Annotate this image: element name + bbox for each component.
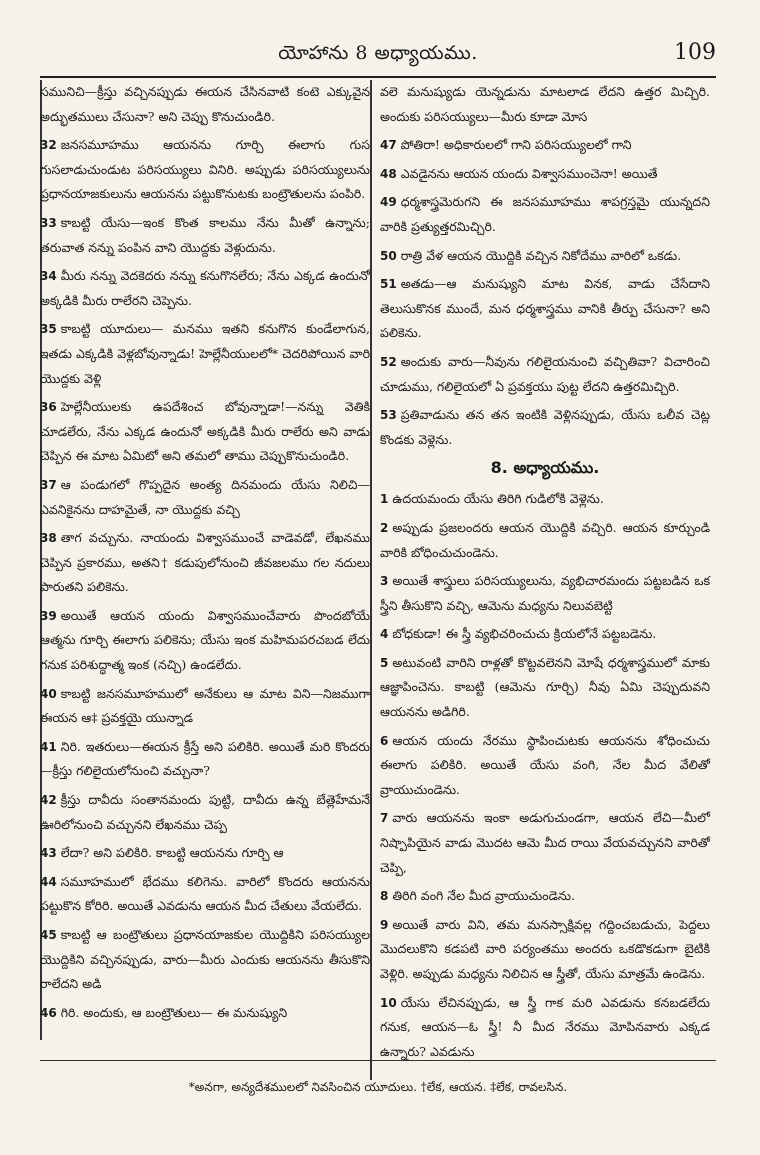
page-header: [40, 36, 716, 78]
verse: [380, 806, 710, 880]
footnote-rule: [40, 1060, 716, 1061]
verse: [380, 350, 710, 399]
verse-number: 40: [40, 686, 57, 701]
verse: [380, 244, 710, 269]
verse-text: రాత్రి వేళ ఆయన యొద్దికి వచ్చిన నికోదేము వారిలో ఒకడు.: [400, 247, 682, 263]
verse-number: 38: [40, 531, 57, 546]
verse-text: ఉదయమందు యేసు తిరిగి గుడిలోకి వెళ్లెను.: [392, 491, 604, 507]
verse-number: 2: [380, 520, 389, 535]
verse: [380, 569, 710, 618]
verse-number: 48: [380, 166, 397, 181]
verse-number: 6: [380, 733, 389, 748]
verse-text: అయితే వారు విని, తమ మనస్సాక్షివల్ల గద్దించబడుచు, పెద్దలు మొదలుకొని కడపటి వారి పర్యంతము అందరు ఒకడొకడుగా బైటికి వెళ్లిరి. అప్పుడు మధ్యను నిలిచిన ఆ స్త్రీతో, యేసు మాత్రమే ఉండెను.: [380, 916, 710, 981]
verse-number: 5: [380, 655, 389, 670]
verse-number: 39: [40, 608, 57, 623]
verse: [380, 190, 710, 239]
verse: [40, 526, 370, 600]
verse-number: 36: [40, 400, 57, 415]
verse-text: యేసు లేచినప్పుడు, ఆ స్త్రీ గాక మరి ఎవడును కనబడలేదు గనుక, ఆయన—ఓ స్త్రీ! నీ మీద నేరము మోపినవారు ఎక్కడ ఉన్నారు? ఎవడును: [380, 994, 710, 1059]
verse-text: అయితే ఆయన యందు విశ్వాసముంచేవారు పొందబోయే ఆత్మను గూర్చి ఈలాగు పలికెను; యేసు ఇంక మహిమపరచబడ లేదు గనుక పరిశుద్ధాత్మ ఇంక (నచ్చి) ఉండలేదు.: [40, 607, 370, 673]
verse-text: సమునిచి—క్రీస్తు వచ్చినప్పుడు ఈయన చేసినవాటి కంటె ఎక్కువైన అద్భుతములు చేసునా? అని చెప్పు కొనుచుండిరి.: [40, 84, 370, 124]
verse: [380, 913, 710, 987]
verse-number: 49: [380, 195, 397, 210]
verse-text: ప్రతివాడును తన తన ఇంటికి వెళ్లినప్పుడు, యేసు ఒలీవ చెట్ల కొండకు వెళ్లెను.: [380, 407, 710, 447]
verse: [40, 870, 370, 919]
verse-text: కాబట్టి జనసమూహములో అనేకులు ఆ మాట విని—నిజముగా ఈయన ఆ‡ ప్రవక్తయై యున్నాడ: [40, 685, 370, 726]
verse: [380, 884, 710, 909]
verse: [40, 682, 370, 731]
verse-number: 42: [40, 793, 57, 808]
verse: [380, 403, 710, 452]
verse: [380, 272, 710, 346]
verse-text: కాబట్టి యూదులు— మనము ఇతని కనుగొన కుండేలాగున, ఇతడు ఎక్కడికి వెళ్లబోవున్నాడు! హెల్లేనీయులలో* చెదరిపోయిన వారి యొద్దకు వెళ్లి: [40, 321, 370, 386]
verse: [40, 604, 370, 678]
verse-number: 47: [380, 138, 397, 153]
verse: [380, 516, 710, 565]
verse-number: 1: [380, 492, 389, 507]
verse: [380, 80, 710, 129]
verse-number: 52: [380, 354, 397, 369]
verse-text: అప్పుడు ప్రజలందరు ఆయన యొద్దికి వచ్చిరి. ఆయన కూర్చుండి వారికి బోధించుచుండెను.: [380, 519, 710, 560]
verse-text: నిరి. ఇతరులు—ఈయన క్రీస్తే అని పలికిరి. అయితే మరి కొందరు—క్రీస్తు గలిలైయలోనుంచి వచ్చునా?: [40, 738, 370, 779]
verse: [40, 473, 370, 522]
verse-text: వలె మనుష్యుడు యెన్నడును మాటలాడ లేదని ఉత్తర మిచ్చిరి. అందుకు పరిసయ్యులు—మీరు కూడా మోస: [380, 84, 710, 124]
verse-text: మీరు నన్ను వెదకెదరు నన్ను కనుగొనలేరు; నేను ఎక్కడ ఉందునో అక్కడికి మీరు రాలేరని చెప్పెను.: [40, 268, 370, 308]
verse-text: లేదా? అని పలికిరి. కాబట్టి ఆయనను గూర్చి ఆ: [60, 845, 284, 861]
verse: [40, 264, 370, 313]
verse-text: జనసమూహము ఆయనను గూర్చి ఈలాగు గుస గుసలాడుచుండుట పరిసయ్యులు వినిరి. అప్పుడు పరిసయ్యులును ప్రధానయాజకులును ఆయనను పట్టుకొనుటకు బంట్రౌతులను పంపిరి.: [40, 137, 370, 202]
verse: [380, 162, 710, 187]
verse: [380, 991, 710, 1065]
left-column: [40, 80, 370, 1035]
right-column: [380, 80, 710, 1059]
verse-text: ఆ పండుగలో గొప్పదైన అంత్య దినమందు యేసు నిలిచి—ఎవనికైనను దాహమైతే, నా యొద్దకు వచ్చి: [40, 476, 370, 517]
verse-text: అందుకు వారు—నీవును గలిలైయనుంచి వచ్చితివా? విచారించి చూడుము, గలిలైయలో ఏ ప్రవక్తయు పుట్ట లేదని ఉత్తరమిచ్చిరి.: [380, 353, 710, 394]
verse-number: 51: [380, 277, 397, 292]
verse-number: 33: [40, 215, 57, 230]
verse-text: అయితే శాస్త్రులు పరిసయ్యులును, వ్యభిచారమందు పట్టబడిన ఒక స్త్రీని తీసుకొని వచ్చి, ఆమెను మధ్యను నిలువబెట్టి: [380, 573, 710, 613]
page-number: 109: [674, 40, 716, 65]
verse: [380, 729, 710, 803]
verse-number: 34: [40, 269, 57, 284]
verse-text: ఎవడైనను ఆయన యందు విశ్వాసముంచెనా! అయితే: [400, 165, 658, 181]
verse-number: 46: [40, 1005, 57, 1020]
verse-text: కాబట్టి యేసు—ఇంక కొంత కాలము నేను మీతో ఉన్నాను; తరువాత నన్ను పంపిన వాని యొద్దకు వెళ్లుదును.: [40, 214, 370, 255]
verse: [40, 395, 370, 469]
verse-text: ధర్మశాస్త్రమెరుగని ఈ జనసమూహము శాపగ్రస్తమై యున్నదని వారికి ప్రత్యుత్తరమిచ్చిరి.: [380, 194, 710, 234]
verse: [380, 487, 710, 512]
verse-number: 41: [40, 739, 57, 754]
verse-text: బోధకుడా! ఈ స్త్రీ వ్యభిచరించుచు క్రియలోనే పట్టబడెను.: [392, 626, 657, 642]
verse-number: 50: [380, 248, 397, 263]
verse-number: 43: [40, 846, 57, 861]
verse-number: 37: [40, 477, 57, 492]
verse-text: సమూహములో భేదము కలిగెను. వారిలో కొందరు ఆయనను పట్టుకొన కోరిరి. అయితే ఎవడును ఆయన మీద చేతులు వేయలేదు.: [40, 873, 370, 914]
chapter-heading: 8. అధ్యాయము.: [490, 458, 600, 478]
verse-text: పోతిరా! అధికారులలో గాని పరిసయ్యులలో గాని: [400, 137, 632, 153]
verse: [40, 317, 370, 391]
verse-number: 3: [380, 574, 389, 589]
verse: [380, 622, 710, 647]
verse: [40, 211, 370, 260]
verse-text: తిరిగి వంగి నేల మీద వ్రాయుచుండెను.: [392, 888, 575, 904]
verse: [380, 133, 710, 158]
verse-number: 53: [380, 408, 397, 423]
verse-number: 32: [40, 138, 57, 153]
verse: [40, 735, 370, 784]
verse-text: హెల్లేనీయులకు ఉపదేశించ బోవున్నాడా!—నన్ను వెతికి చూడలేరు, నేను ఎక్కడ ఉందునో అక్కడికి మీరు రాలేరు అని వాడు చెప్పిన ఈ మాట ఏమిటో అని తమలో తాము చెప్పుకొనుచుండిరి.: [40, 399, 370, 464]
verse-text: గిరి. అందుకు, ఆ బంట్రౌతులు— ఈ మనుష్యుని: [60, 1004, 288, 1020]
verse: [40, 923, 370, 997]
verse-number: 10: [380, 995, 397, 1010]
verse: [40, 80, 370, 129]
verse: [40, 841, 370, 866]
verse: [380, 651, 710, 725]
verse: [40, 788, 370, 837]
verse-text: కాబట్టి ఆ బంట్రౌతులు ప్రధానయాజకుల యొద్దికిని పరిసయ్యుల యొద్దికిని వచ్చినప్పుడు, వారు—మీరు ఎందుకు ఆయనను తీసుకొని రాలేదని అడి: [40, 927, 370, 992]
verse-number: 4: [380, 627, 389, 642]
verse-number: 44: [40, 874, 57, 889]
verse-text: వారు ఆయనను ఇంకా అడుగుచుండగా, ఆయన లేచి—మీలో నిష్పాపియైన వాడు మొదట ఆమె మీద రాయి వేయవచ్చునని వారితో చెప్పి,: [380, 810, 710, 875]
verse-text: ఆయన యందు నేరము స్థాపించుటకు ఆయనను శోధించుచు ఈలాగు పలికిరి. అయితే యేసు వంగి, నేల మీద వేలితో వ్రాయుచుండెను.: [380, 732, 710, 797]
verse-number: 7: [380, 811, 389, 826]
column-divider: [370, 80, 372, 1080]
footnote: *అనగా, అన్యదేశములలో నివసించిన యూదులు. †లేక, ఆయన. ‡లేక, రావలసిన.: [188, 1080, 568, 1094]
verse-text: అతడు—ఆ మనుష్యుని మాట వినక, వాడు చేసేదాని తెలుసుకొనక ముందే, మన ధర్మశాస్త్రము వానికి తీర్పు చేసునా? అని పలికెను.: [380, 276, 710, 341]
verse-number: 45: [40, 928, 57, 942]
verse-text: క్రీస్తు దావీదు సంతానమందు పుట్టి, దావీదు ఉన్న బేత్లెహేమనే ఊరిలోనుంచి వచ్చునని లేఖనము చెప్ప: [40, 792, 370, 832]
verse-number: 8: [380, 889, 389, 904]
verse: [40, 1001, 370, 1026]
verse-text: తాగ వచ్చును. నాయందు విశ్వాసముంచే వాడెవడో, లేఖనము చెప్పిన ప్రకారము, అతని† కడుపులోనుంచి జీవజలము గల నదులు పారుతని పలికెను.: [40, 530, 370, 595]
verse-number: 35: [40, 322, 57, 337]
verse-text: అటువంటి వారిని రాళ్లతో కొట్టవలెనని మోషే ధర్మశాస్త్రములో మాకు ఆజ్ఞాపించెను. కాబట్టి (ఆమెను గూర్చి) నీవు ఏమి చెప్పుదువని ఆయనను అడిగిరి.: [380, 654, 710, 720]
verse-number: 9: [380, 917, 389, 932]
running-title: యోహాను 8 అధ్యాయము.: [278, 42, 478, 64]
verse: [40, 133, 370, 207]
